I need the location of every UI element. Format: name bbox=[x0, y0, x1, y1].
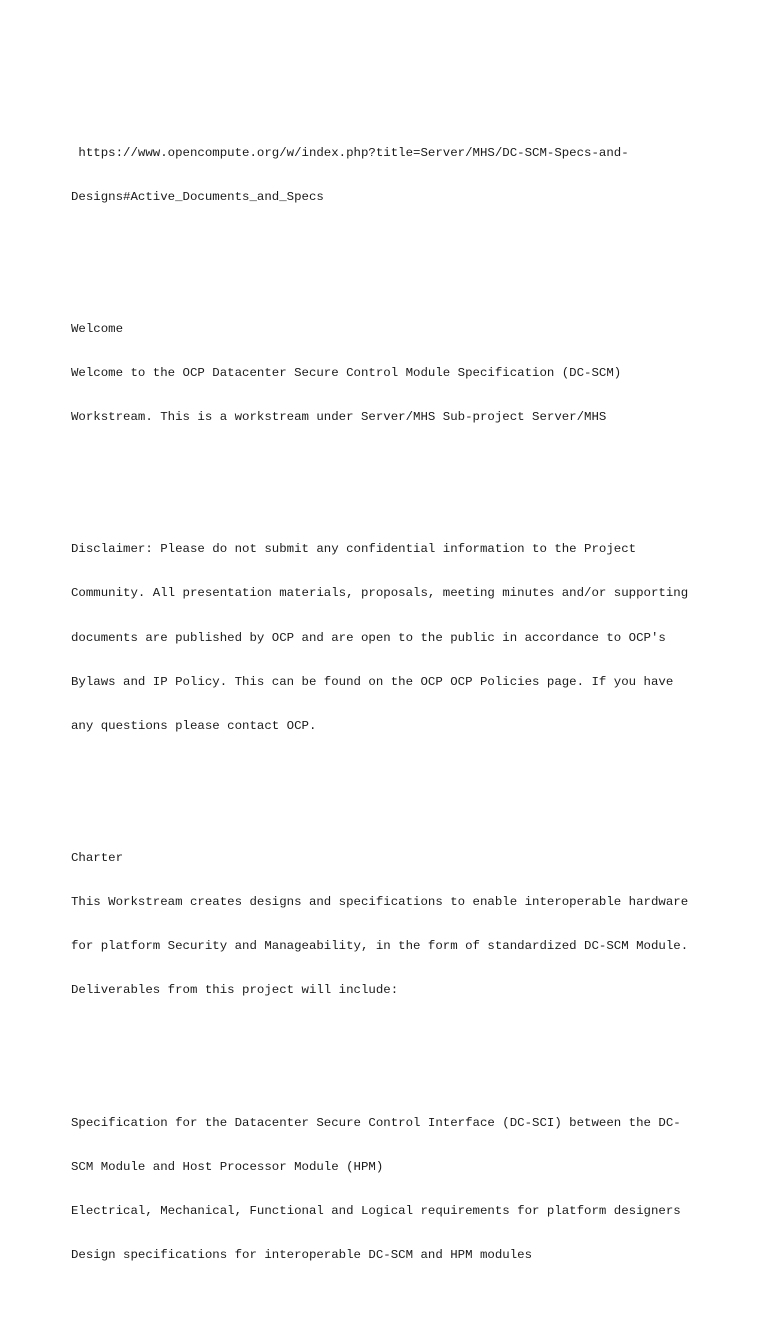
welcome-text-line: Welcome to the OCP Datacenter Secure Control Module Specification (DC-SCM) bbox=[71, 366, 622, 380]
disclaimer-text-line: documents are published by OCP and are open to the public in accordance to OCP's bbox=[71, 630, 666, 645]
charter-heading: Charter bbox=[71, 851, 124, 866]
disclaimer-text-line: Disclaimer: Please do not submit any confidential information to the Project bbox=[71, 542, 637, 557]
source-url bbox=[71, 116, 711, 234]
charter-text-line: for platform Security and Manageability, in the form of standardized DC-SCM Module. bbox=[71, 939, 689, 954]
url-line: https://www.opencompute.org/w/index.php?title=Server/MHS/DC-SCM-Specs-and- bbox=[71, 145, 629, 160]
charter-text-line: This Workstream creates designs and specifications to enable interoperable hardware bbox=[71, 895, 689, 910]
deliverables-list bbox=[71, 1086, 711, 1292]
deliverable-item: Design specifications for interoperable DC-SCM and HPM modules bbox=[71, 1247, 533, 1262]
welcome-section bbox=[71, 293, 711, 455]
disclaimer-text-line: Community. All presentation materials, proposals, meeting minutes and/or supporting bbox=[71, 586, 689, 601]
charter-text-line: Deliverables from this project will include: bbox=[71, 983, 399, 998]
document-body bbox=[71, 72, 711, 1336]
url-line: Designs#Active_Documents_and_Specs bbox=[71, 189, 324, 204]
deliverable-item: Specification for the Datacenter Secure Control Interface (DC-SCI) between the DC- bbox=[71, 1115, 681, 1130]
deliverable-item: Electrical, Mechanical, Functional and Logical requirements for platform designers bbox=[71, 1203, 681, 1218]
welcome-text-line: Workstream. This is a workstream under Server/MHS Sub-project Server/MHS bbox=[71, 410, 607, 425]
charter-section bbox=[71, 822, 711, 1028]
disclaimer-section bbox=[71, 513, 711, 763]
deliverable-item: SCM Module and Host Processor Module (HPM) bbox=[71, 1159, 384, 1174]
disclaimer-text-line: any questions please contact OCP. bbox=[71, 718, 317, 733]
disclaimer-text-line: Bylaws and IP Policy. This can be found on the OCP OCP Policies page. If you have bbox=[71, 674, 674, 689]
welcome-heading: Welcome bbox=[71, 321, 124, 336]
